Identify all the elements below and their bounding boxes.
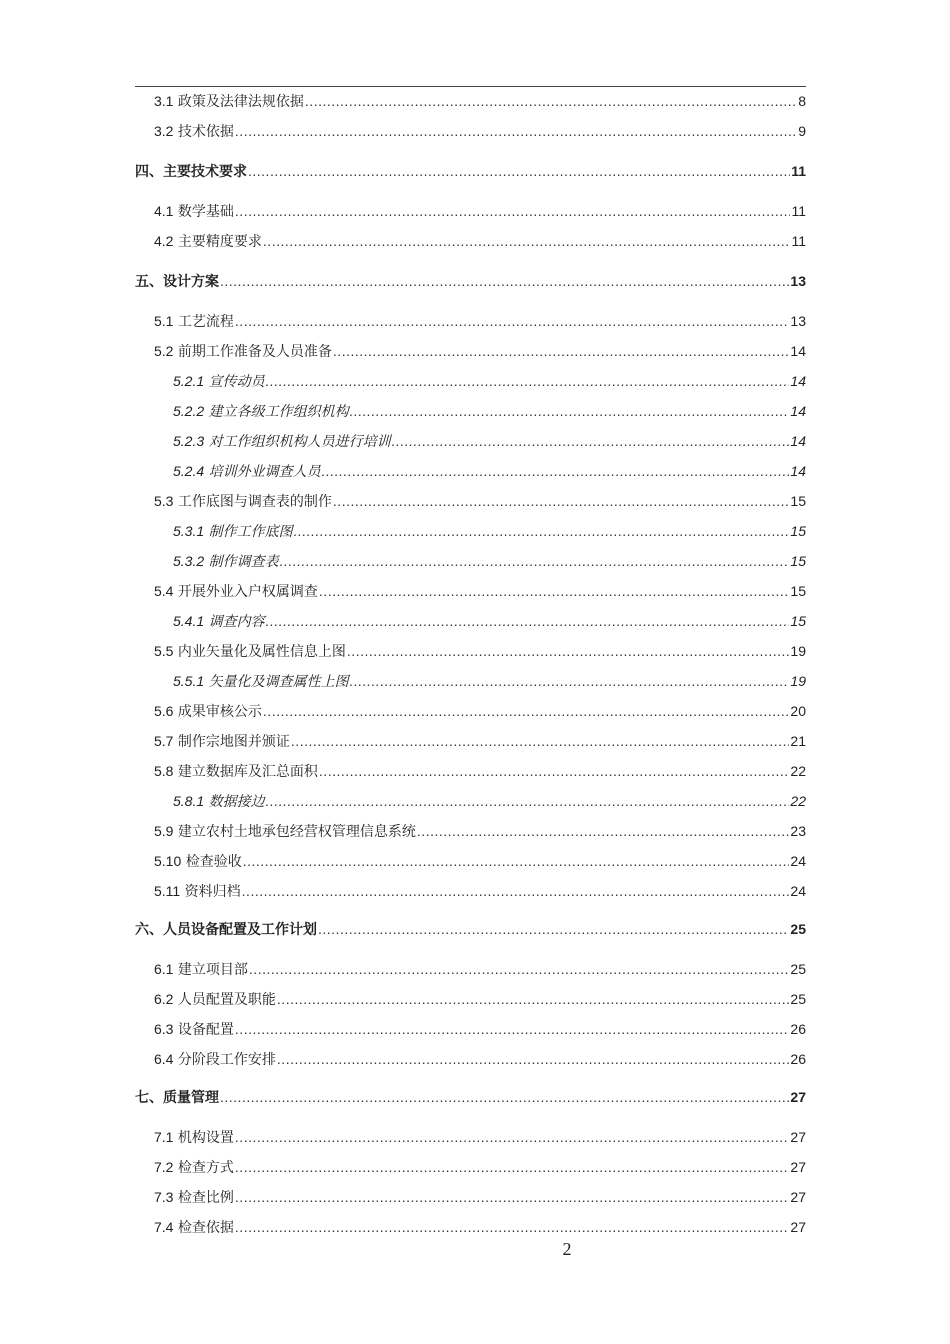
toc-entry[interactable] <box>173 792 806 811</box>
toc-entry-number: 5.8 <box>154 763 174 779</box>
toc-entry-label <box>154 122 234 141</box>
toc-entry-title: 制作宗地图并颁证 <box>177 734 290 750</box>
toc-entry-page: 15 <box>790 583 806 599</box>
toc-dot-leader <box>333 492 790 510</box>
toc-entry-label <box>173 522 293 541</box>
toc-entry-label <box>135 920 317 939</box>
toc-entry-number: 5.1 <box>154 313 174 329</box>
toc-entry-title: 工艺流程 <box>177 314 234 330</box>
toc-entry-label <box>154 1218 234 1237</box>
toc-entry-title: 数学基础 <box>177 204 234 220</box>
toc-entry[interactable] <box>135 162 806 181</box>
toc-entry-page: 14 <box>790 403 806 419</box>
toc-dot-leader <box>249 960 790 978</box>
toc-entry-title: 技术依据 <box>177 124 234 140</box>
toc-entry-number: 4.2 <box>154 233 174 249</box>
toc-entry[interactable] <box>154 1020 806 1039</box>
toc-dot-leader <box>305 92 797 110</box>
toc-entry[interactable] <box>154 122 806 141</box>
toc-entry[interactable] <box>173 522 806 541</box>
toc-entry[interactable] <box>173 672 806 691</box>
toc-dot-leader <box>235 1128 790 1146</box>
toc-entry-page: 20 <box>790 703 806 719</box>
toc-entry-title: 检查验收 <box>185 854 242 870</box>
toc-entry[interactable] <box>173 402 806 421</box>
toc-entry-label <box>135 162 247 181</box>
toc-entry-page: 14 <box>790 463 806 479</box>
toc-entry-title: 前期工作准备及人员准备 <box>177 344 332 360</box>
toc-entry-number: 6.2 <box>154 991 174 1007</box>
toc-dot-leader <box>235 202 791 220</box>
toc-entry-title: 资料归档 <box>184 884 241 900</box>
toc-entry-number: 5.7 <box>154 733 174 749</box>
toc-entry-title: 成果审核公示 <box>177 704 262 720</box>
toc-entry-title: 建立各级工作组织机构 <box>208 404 349 420</box>
toc-entry-page: 11 <box>791 203 806 219</box>
toc-entry-page: 23 <box>790 823 806 839</box>
toc-dot-leader <box>392 432 790 450</box>
toc-dot-leader <box>242 882 790 900</box>
toc-entry-label <box>154 1128 234 1147</box>
toc-dot-leader <box>277 990 790 1008</box>
toc-entry-title: 机构设置 <box>177 1130 234 1146</box>
toc-entry[interactable] <box>173 612 806 631</box>
toc-entry-number: 6.4 <box>154 1051 174 1067</box>
toc-entry[interactable] <box>154 202 806 221</box>
toc-entry[interactable] <box>154 642 806 661</box>
toc-entry-label <box>154 882 241 901</box>
toc-entry-page: 9 <box>798 123 806 139</box>
page-number: 2 <box>562 1239 572 1259</box>
toc-entry-label <box>154 990 276 1009</box>
toc-entry[interactable] <box>135 920 806 939</box>
toc-entry-page: 27 <box>790 1219 806 1235</box>
toc-entry-label <box>154 1020 234 1039</box>
toc-entry[interactable] <box>154 822 806 841</box>
toc-entry-label <box>173 792 265 811</box>
toc-entry-label <box>154 492 332 511</box>
toc-entry-number: 6.3 <box>154 1021 174 1037</box>
toc-dot-leader <box>263 232 791 250</box>
toc-dot-leader <box>263 702 790 720</box>
toc-entry-title: 宣传动员 <box>208 374 265 390</box>
toc-entry-page: 26 <box>790 1021 806 1037</box>
toc-entry-title: 建立数据库及汇总面积 <box>177 764 318 780</box>
toc-entry-page: 15 <box>790 553 806 569</box>
toc-entry-page: 19 <box>790 673 806 689</box>
toc-entry-title: 培训外业调查人员 <box>208 464 321 480</box>
toc-entry-label <box>154 732 290 751</box>
toc-entry-label <box>173 372 265 391</box>
toc-dot-leader <box>266 792 790 810</box>
toc-entry-page: 21 <box>790 733 806 749</box>
toc-dot-leader <box>319 762 790 780</box>
toc-entry[interactable] <box>154 702 806 721</box>
toc-dot-leader <box>333 342 790 360</box>
toc-entry-number: 5.11 <box>154 883 181 899</box>
toc-entry-title: 矢量化及调查属性上图 <box>208 674 349 690</box>
toc-dot-leader <box>235 1020 790 1038</box>
toc-entry[interactable] <box>135 1088 806 1107</box>
toc-entry-label <box>154 822 416 841</box>
toc-entry-label <box>154 1158 234 1177</box>
toc-entry-label <box>154 202 234 221</box>
toc-entry-page: 15 <box>790 493 806 509</box>
toc-entry-label <box>154 702 262 721</box>
toc-entry[interactable] <box>154 92 806 111</box>
toc-entry-page: 24 <box>790 883 806 899</box>
toc-dot-leader <box>248 162 790 180</box>
toc-entry[interactable] <box>154 1188 806 1207</box>
toc-entry-label <box>173 612 265 631</box>
toc-entry-page: 19 <box>790 643 806 659</box>
toc-entry-number: 7.2 <box>154 1159 174 1175</box>
toc-entry-title: 人员配置及职能 <box>177 992 276 1008</box>
toc-entry-label <box>173 462 321 481</box>
toc-entry[interactable] <box>154 232 806 251</box>
toc-entry-number: 5.6 <box>154 703 174 719</box>
toc-entry-page: 22 <box>790 793 806 809</box>
toc-entry-page: 25 <box>790 991 806 1007</box>
toc-entry-label <box>154 232 262 251</box>
toc-entry-label <box>173 552 279 571</box>
toc-entry[interactable] <box>173 552 806 571</box>
toc-entry[interactable] <box>154 960 806 979</box>
toc-entry-number: 3.1 <box>154 93 174 109</box>
toc-entry-number: 五、 <box>135 273 163 289</box>
toc-entry-page: 27 <box>790 1089 806 1105</box>
toc-entry-page: 26 <box>790 1051 806 1067</box>
toc-entry-number: 5.5 <box>154 643 174 659</box>
toc-entry-title: 检查依据 <box>177 1220 234 1236</box>
toc-entry-number: 5.10 <box>154 853 182 869</box>
toc-entry-label <box>154 312 234 331</box>
toc-entry-page: 25 <box>790 921 806 937</box>
toc-entry-label <box>154 92 304 111</box>
toc-entry-number: 5.3 <box>154 493 174 509</box>
toc-entry[interactable] <box>154 852 806 871</box>
toc-entry[interactable] <box>154 762 806 781</box>
toc-entry-page: 22 <box>790 763 806 779</box>
toc-entry[interactable] <box>154 1128 806 1147</box>
toc-dot-leader <box>220 1088 789 1106</box>
toc-entry-number: 5.9 <box>154 823 174 839</box>
toc-entry-number: 5.8.1 <box>173 793 205 809</box>
toc-dot-leader <box>235 122 797 140</box>
toc-entry-number: 7.1 <box>154 1129 174 1145</box>
toc-entry-number: 6.1 <box>154 961 174 977</box>
toc-dot-leader <box>350 672 790 690</box>
toc-entry-label <box>154 642 346 661</box>
toc-entry-title: 建立农村土地承包经营权管理信息系统 <box>177 824 416 840</box>
toc-entry-number: 7.3 <box>154 1189 174 1205</box>
toc-dot-leader <box>235 1158 790 1176</box>
toc-entry-number: 5.5.1 <box>173 673 205 689</box>
toc-entry[interactable] <box>154 312 806 331</box>
toc-entry-title: 检查方式 <box>177 1160 234 1176</box>
toc-entry-title: 建立项目部 <box>177 962 248 978</box>
toc-entry-number: 4.1 <box>154 203 174 219</box>
toc-dot-leader <box>291 732 790 750</box>
toc-entry-number: 5.2.1 <box>173 373 205 389</box>
toc-dot-leader <box>322 462 790 480</box>
toc-entry-page: 14 <box>790 433 806 449</box>
toc-entry[interactable] <box>173 372 806 391</box>
toc-entry-number: 七、 <box>135 1089 163 1105</box>
toc-entry[interactable] <box>173 432 806 451</box>
toc-entry[interactable] <box>154 1218 806 1237</box>
toc-entry-number: 5.3.2 <box>173 553 205 569</box>
toc-entry-number: 5.2.2 <box>173 403 205 419</box>
toc-entry-title: 内业矢量化及属性信息上图 <box>177 644 346 660</box>
toc-entry-page: 24 <box>790 853 806 869</box>
toc-dot-leader <box>266 612 790 630</box>
toc-entry[interactable] <box>154 882 806 901</box>
toc-entry-label <box>154 582 318 601</box>
toc-entry-page: 14 <box>790 373 806 389</box>
toc-entry[interactable] <box>173 462 806 481</box>
toc-entry-number: 四、 <box>135 163 163 179</box>
toc-entry-title: 制作工作底图 <box>208 524 293 540</box>
toc-entry-page: 11 <box>791 233 806 249</box>
toc-entry-title: 质量管理 <box>163 1090 219 1106</box>
toc-entry[interactable] <box>154 1158 806 1177</box>
toc-entry-number: 六、 <box>135 921 163 937</box>
toc-dot-leader <box>347 642 790 660</box>
toc-entry-number: 5.2.3 <box>173 433 205 449</box>
toc-entry-label <box>154 852 242 871</box>
toc-entry[interactable] <box>154 732 806 751</box>
toc-entry-page: 11 <box>791 163 806 179</box>
toc-entry-title: 分阶段工作安排 <box>177 1052 276 1068</box>
toc-dot-leader <box>350 402 790 420</box>
toc-dot-leader <box>277 1050 790 1068</box>
toc-entry[interactable] <box>154 492 806 511</box>
toc-entry-label <box>135 1088 219 1107</box>
toc-entry-page: 27 <box>790 1129 806 1145</box>
toc-entry-title: 主要精度要求 <box>177 234 262 250</box>
toc-entry-title: 数据接边 <box>208 794 265 810</box>
toc-dot-leader <box>243 852 790 870</box>
toc-entry-title: 工作底图与调查表的制作 <box>177 494 332 510</box>
toc-entry-page: 8 <box>798 93 806 109</box>
toc-entry-page: 15 <box>790 523 806 539</box>
toc-entry-title: 设备配置 <box>177 1022 234 1038</box>
toc-dot-leader <box>318 920 789 938</box>
toc-entry-page: 15 <box>790 613 806 629</box>
toc-entry-title: 对工作组织机构人员进行培训 <box>208 434 391 450</box>
toc-entry-label <box>173 402 349 421</box>
toc-dot-leader <box>266 372 790 390</box>
toc-dot-leader <box>280 552 790 570</box>
toc-dot-leader <box>319 582 790 600</box>
toc-dot-leader <box>220 272 789 290</box>
toc-entry-page: 27 <box>790 1159 806 1175</box>
toc-entry-title: 主要技术要求 <box>163 164 247 180</box>
toc-entry-title: 开展外业入户权属调查 <box>177 584 318 600</box>
toc-entry-label <box>154 960 248 979</box>
toc-entry-title: 调查内容 <box>208 614 265 630</box>
toc-entry-page: 13 <box>790 313 806 329</box>
toc-entry[interactable] <box>135 272 806 291</box>
toc-entry-title: 设计方案 <box>163 274 219 290</box>
toc-entry-label <box>173 432 391 451</box>
toc-entry-label <box>154 762 318 781</box>
toc-entry-title: 人员设备配置及工作计划 <box>163 922 317 938</box>
toc-entry-number: 5.4.1 <box>173 613 205 629</box>
toc-dot-leader <box>235 1188 790 1206</box>
toc-entry-label <box>154 1188 234 1207</box>
toc-entry-page: 14 <box>790 343 806 359</box>
toc-entry-page: 25 <box>790 961 806 977</box>
toc-entry-number: 5.2 <box>154 343 174 359</box>
toc-entry-number: 5.2.4 <box>173 463 205 479</box>
toc-dot-leader <box>417 822 790 840</box>
toc-entry[interactable] <box>154 582 806 601</box>
toc-entry-number: 7.4 <box>154 1219 174 1235</box>
toc-dot-leader <box>235 1218 790 1236</box>
toc-entry[interactable] <box>154 1050 806 1069</box>
toc-entry-number: 5.3.1 <box>173 523 205 539</box>
toc-entry-label <box>154 1050 276 1069</box>
toc-entry-title: 制作调查表 <box>208 554 279 570</box>
toc-entry-title: 检查比例 <box>177 1190 234 1206</box>
toc-dot-leader <box>294 522 790 540</box>
toc-entry-number: 3.2 <box>154 123 174 139</box>
toc-entry-page: 27 <box>790 1189 806 1205</box>
toc-entry-page: 13 <box>790 273 806 289</box>
toc-entry-title: 政策及法律法规依据 <box>177 94 304 110</box>
toc-entry-number: 5.4 <box>154 583 174 599</box>
toc-entry[interactable] <box>154 990 806 1009</box>
toc-entry-label <box>135 272 219 291</box>
toc-entry-label <box>173 672 349 691</box>
toc-entry-label <box>154 342 332 361</box>
toc-entry[interactable] <box>154 342 806 361</box>
toc-dot-leader <box>235 312 790 330</box>
